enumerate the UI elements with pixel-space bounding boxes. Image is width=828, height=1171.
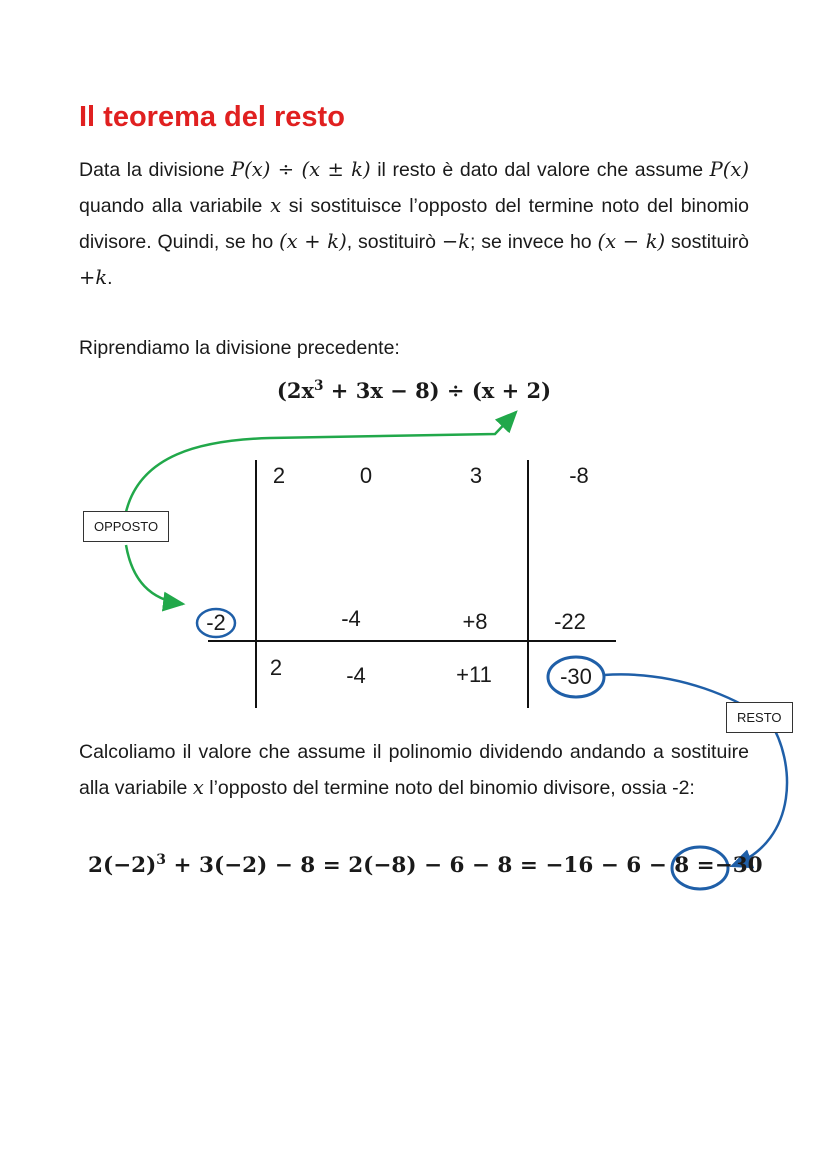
resto-label: RESTO [726, 702, 793, 733]
explanation-paragraph [79, 735, 749, 806]
division-rest: + 3x − 8) ÷ (x + 2) [323, 378, 552, 403]
green-arrow-up [126, 412, 516, 512]
intro-text-7: sostituirò [665, 231, 750, 253]
coefficient-1: 2 [272, 463, 286, 488]
explanation-text-2: l’opposto del termine noto del binomio divisore, ossia -2: [203, 777, 695, 799]
intro-math-7: +k [79, 266, 108, 289]
page-title: Il teorema del resto [79, 101, 345, 133]
product-3: -22 [554, 609, 586, 634]
intro-math-3: x [270, 194, 282, 217]
final-part-1: 2(−2) [88, 853, 157, 879]
final-exponent: 3 [156, 852, 167, 868]
explanation-math-1: x [192, 776, 204, 799]
division-exponent: 3 [314, 378, 324, 394]
coefficient-2: 0 [359, 463, 373, 488]
result-3: +11 [456, 662, 492, 687]
coefficient-3: 3 [469, 463, 483, 488]
explanation-text-1: Calcoliamo il valore che assume il polinomio dividendo andando a sostituire alla variabile [79, 741, 749, 799]
intro-text-8: . [107, 267, 113, 289]
final-equation [88, 852, 763, 878]
intro-math-6: (x − k) [597, 230, 666, 253]
intro-math-2: P(x) [709, 158, 749, 181]
intro-text-4: si sostituisce l’opposto del termine noto del binomio divisore. Quindi, se ho [79, 195, 749, 253]
intro-text-5: , sostituirò [346, 231, 442, 253]
intro-math-1: P(x) ÷ (x ± k) [231, 158, 371, 181]
recall-text: Riprendiamo la divisione precedente: [79, 337, 400, 359]
final-result: −30 [714, 853, 763, 879]
intro-math-5: −k [441, 230, 471, 253]
divisor-root: -2 [206, 610, 226, 635]
coefficient-4: -8 [569, 463, 589, 488]
green-arrow-down [126, 545, 183, 604]
intro-math-4: (x + k) [279, 230, 347, 253]
intro-text-3: quando alla variabile [79, 195, 271, 217]
opposto-label: OPPOSTO [83, 511, 169, 542]
division-dividend: (2x [276, 378, 314, 403]
product-1: -4 [341, 606, 361, 631]
result-2: -4 [346, 663, 366, 688]
remainder-value: -30 [560, 664, 592, 689]
intro-text-2: il resto è dato dal valore che assume [370, 159, 710, 181]
product-2: +8 [462, 609, 488, 634]
final-part-2: + 3(−2) − 8 = 2(−8) − 6 − 8 = −16 − 6 − 8 = [166, 853, 715, 879]
result-1: 2 [269, 655, 283, 680]
intro-text-6: ; se invece ho [470, 231, 598, 253]
intro-text-1: Data la divisione [79, 159, 232, 181]
